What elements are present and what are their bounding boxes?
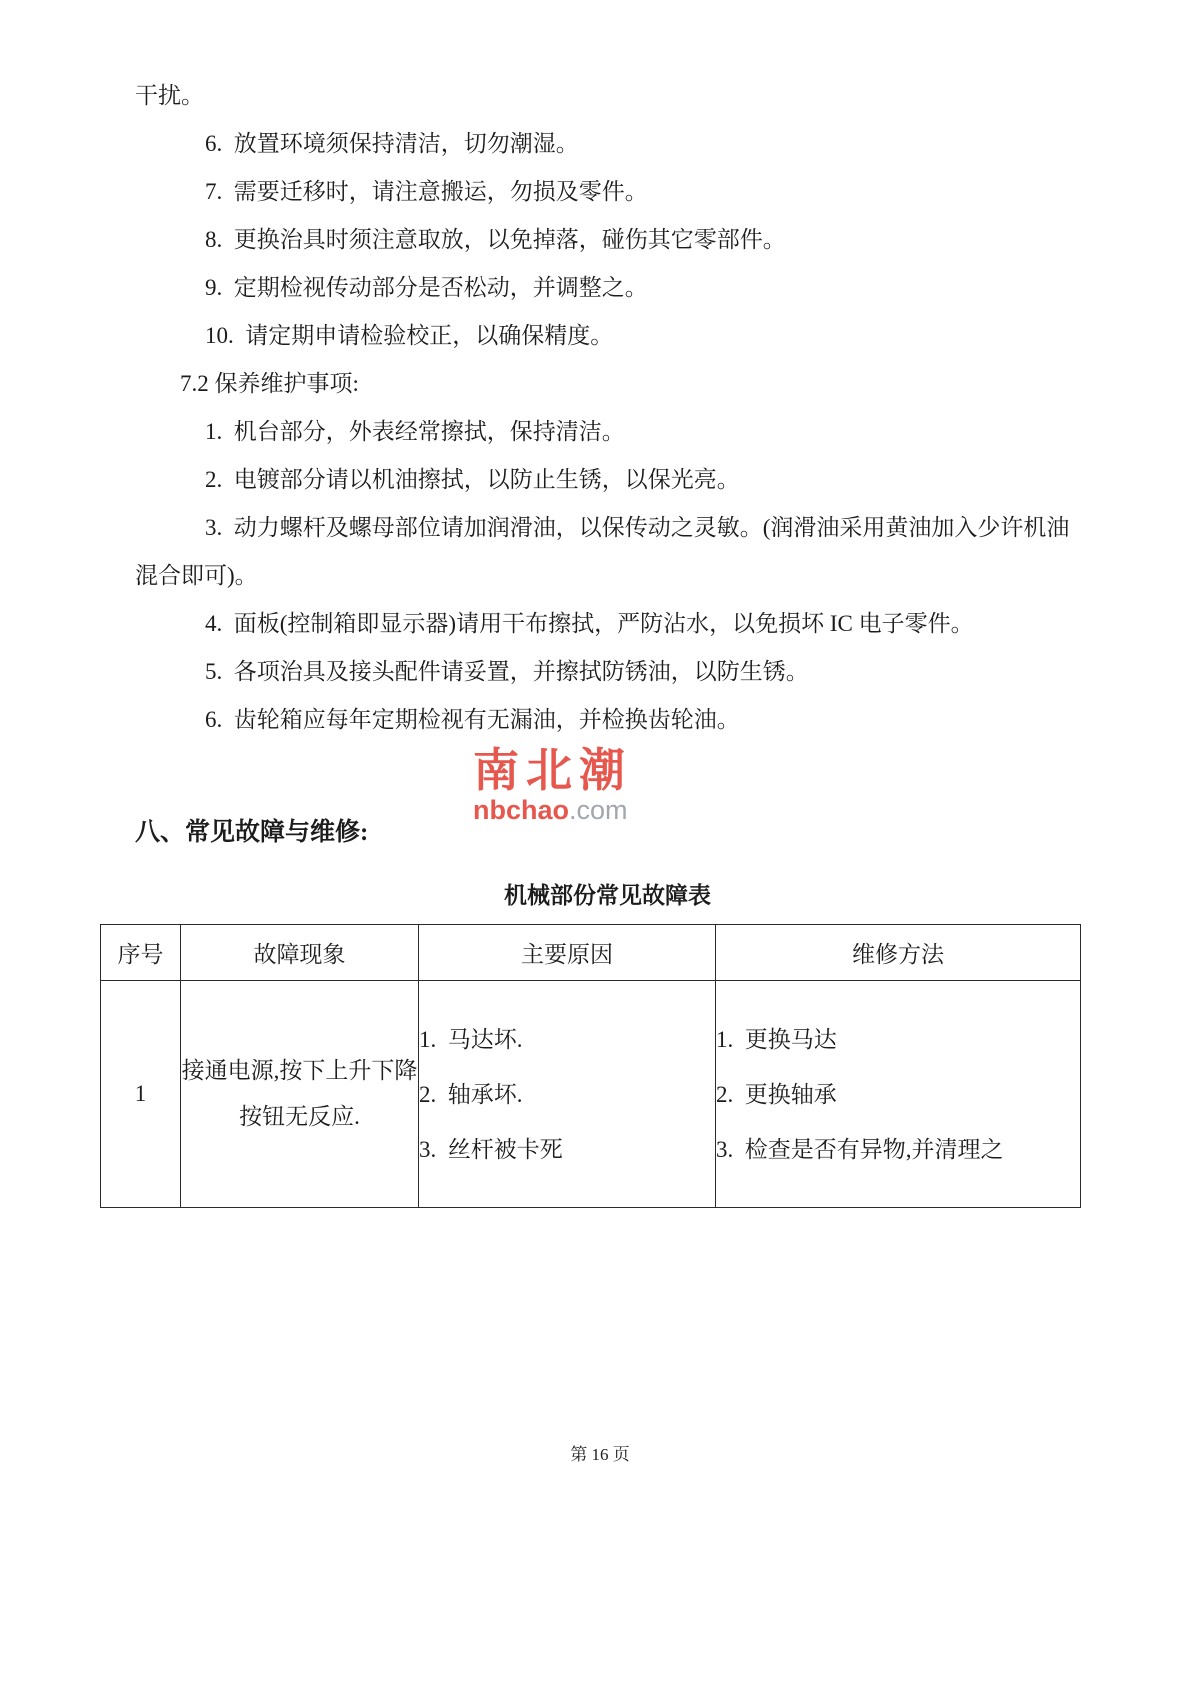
cause-line-1: 1. 马达坏. [419,1026,523,1052]
header-main-cause: 主要原因 [419,925,716,981]
header-repair-method: 维修方法 [716,925,1081,981]
fault-table [100,924,1081,1208]
cause-line-2: 2. 轴承坏. [419,1081,523,1107]
watermark-site-name: nbchao [473,795,570,825]
watermark-brand-text: 南北潮 [473,744,632,796]
maintenance-item-4: 4. 面板(控制箱即显示器)请用干布擦拭，严防沾水，以免损坏 IC 电子零件。 [205,611,974,636]
list-item-10: 10. 请定期申请检验校正，以确保精度。 [205,323,614,348]
method-line-1: 1. 更换马达 [716,1026,837,1052]
cause-line-3: 3. 丝杆被卡死 [419,1136,563,1162]
maintenance-item-6: 6. 齿轮箱应每年定期检视有无漏油，并检换齿轮油。 [205,707,740,732]
section-heading-faults: 八、常见故障与维修: [135,819,369,846]
cell-seq-no: 1 [101,981,181,1208]
cell-causes [419,981,716,1208]
cell-methods [716,981,1081,1208]
list-item-7: 7. 需要迁移时，请注意搬运，勿损及零件。 [205,179,648,204]
header-phenomenon: 故障现象 [181,925,419,981]
paragraph-continuation: 干扰。 [135,83,204,108]
fault-table-wrapper [100,924,1080,1208]
maintenance-item-5: 5. 各项治具及接头配件请妥置，并擦拭防锈油，以防生锈。 [205,659,809,684]
fault-table-header-row [101,925,1081,981]
header-seq-no: 序号 [101,925,181,981]
cell-phenomenon: 接通电源,按下上升下降按钮无反应. [181,981,419,1208]
maintenance-item-3: 3. 动力螺杆及螺母部位请加润滑油，以保传动之灵敏。(润滑油采用黄油加入少许机油混合即可)。 [135,515,1070,588]
list-item-6: 6. 放置环境须保持清洁，切勿潮湿。 [205,131,579,156]
table-row [101,981,1081,1208]
watermark-site-tld: .com [569,795,628,825]
page-content [117,72,1080,1208]
page-number-footer: 第 16 页 [570,1445,630,1464]
method-line-2: 2. 更换轴承 [716,1081,837,1107]
maintenance-item-2: 2. 电镀部分请以机油擦拭，以防止生锈，以保光亮。 [205,467,740,492]
method-line-3: 3. 检查是否有异物,并清理之 [716,1136,1004,1162]
subsection-7-2-heading: 7.2 保养维护事项: [180,371,359,396]
fault-table-title: 机械部份常见故障表 [504,883,711,908]
list-item-9: 9. 定期检视传动部分是否松动，并调整之。 [205,275,648,300]
list-item-8: 8. 更换治具时须注意取放，以免掉落，碰伤其它零部件。 [205,227,786,252]
maintenance-item-1: 1. 机台部分，外表经常擦拭，保持清洁。 [205,419,625,444]
